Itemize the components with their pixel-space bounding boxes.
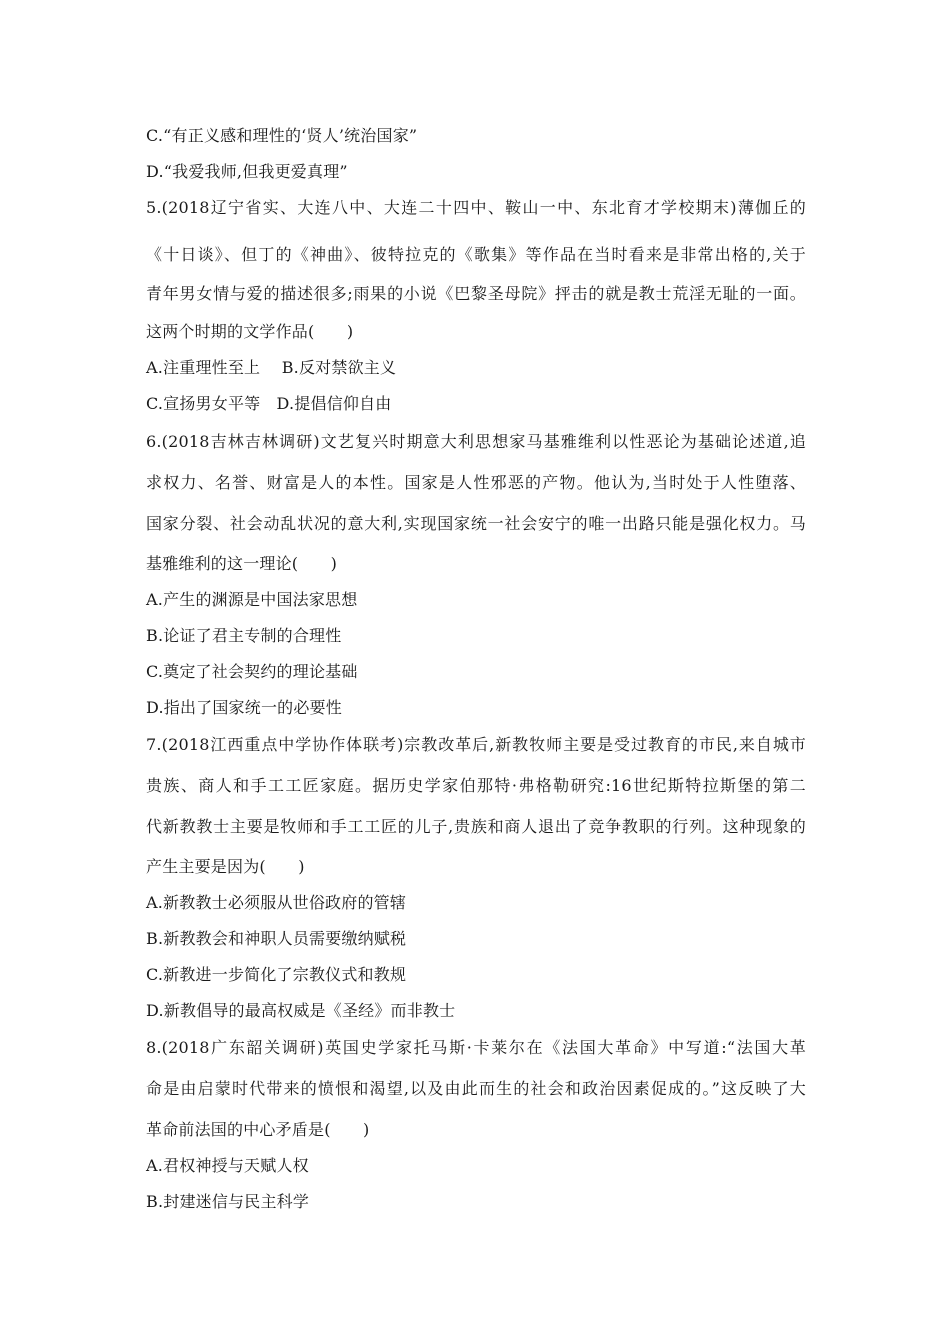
q7-stem-line-4: 产生主要是因为( ): [146, 857, 305, 876]
q5-stem-line-1: 5.(2018辽宁省实、大连八中、大连二十四中、鞍山一中、东北育才学校期末)薄伽丘的: [146, 198, 806, 217]
q6-stem-line-2: 求权力、名誉、财富是人的本性。国家是人性邪恶的产物。他认为,当时处于人性堕落、: [146, 473, 806, 492]
q8-stem-line-3: 革命前法国的中心矛盾是( ): [146, 1120, 370, 1139]
q6-option-b: B.论证了君主专制的合理性: [146, 626, 342, 645]
q7-stem-line-1: 7.(2018江西重点中学协作体联考)宗教改革后,新教牧师主要是受过教育的市民,来自城市: [146, 735, 806, 754]
q7-stem-line-3: 代新教教士主要是牧师和手工工匠的儿子,贵族和商人退出了竞争教职的行列。这种现象的: [146, 817, 806, 836]
q7-option-a: A.新教教士必须服从世俗政府的管辖: [146, 893, 407, 912]
q7-option-b: B.新教教会和神职人员需要缴纳赋税: [146, 929, 407, 948]
q6-stem-line-1: 6.(2018吉林吉林调研)文艺复兴时期意大利思想家马基雅维利以性恶论为基础论述道,追: [146, 432, 806, 451]
q6-stem-line-3: 国家分裂、社会动乱状况的意大利,实现国家统一社会安宁的唯一出路只能是强化权力。马: [146, 514, 806, 533]
q5-options-ab: A.注重理性至上 B.反对禁欲主义: [146, 358, 397, 377]
q6-option-a: A.产生的渊源是中国法家思想: [146, 590, 358, 609]
q8-option-b: B.封建迷信与民主科学: [146, 1192, 310, 1211]
q7-option-c: C.新教进一步简化了宗教仪式和教规: [146, 965, 407, 984]
q8-option-a: A.君权神授与天赋人权: [146, 1156, 309, 1175]
q7-stem-line-2: 贵族、商人和手工工匠家庭。据历史学家伯那特·弗格勒研究:16世纪斯特拉斯堡的第二: [146, 776, 806, 795]
q8-stem-line-1: 8.(2018广东韶关调研)英国史学家托马斯·卡莱尔在《法国大革命》中写道:“法国大革: [146, 1038, 806, 1057]
q6-stem-line-4: 基雅维利的这一理论( ): [146, 554, 338, 573]
q4-option-d: D.“我爱我师,但我更爱真理”: [146, 162, 348, 181]
q5-stem-line-4: 这两个时期的文学作品( ): [146, 322, 354, 341]
q5-stem-line-2: 《十日谈》、但丁的《神曲》、彼特拉克的《歌集》等作品在当时看来是非常出格的,关于: [146, 245, 806, 264]
q5-options-cd: C.宣扬男女平等 D.提倡信仰自由: [146, 394, 392, 413]
q8-stem-line-2: 命是由启蒙时代带来的愤恨和渴望,以及由此而生的社会和政治因素促成的。”这反映了大: [146, 1079, 806, 1098]
q5-stem-line-3: 青年男女情与爱的描述很多;雨果的小说《巴黎圣母院》抨击的就是教士荒淫无耻的一面。: [146, 284, 806, 303]
q7-option-d: D.新教倡导的最高权威是《圣经》而非教士: [146, 1001, 456, 1020]
q6-option-d: D.指出了国家统一的必要性: [146, 698, 342, 717]
q4-option-c: C.“有正义感和理性的‘贤人’统治国家”: [146, 126, 418, 145]
q6-option-c: C.奠定了社会契约的理论基础: [146, 662, 358, 681]
